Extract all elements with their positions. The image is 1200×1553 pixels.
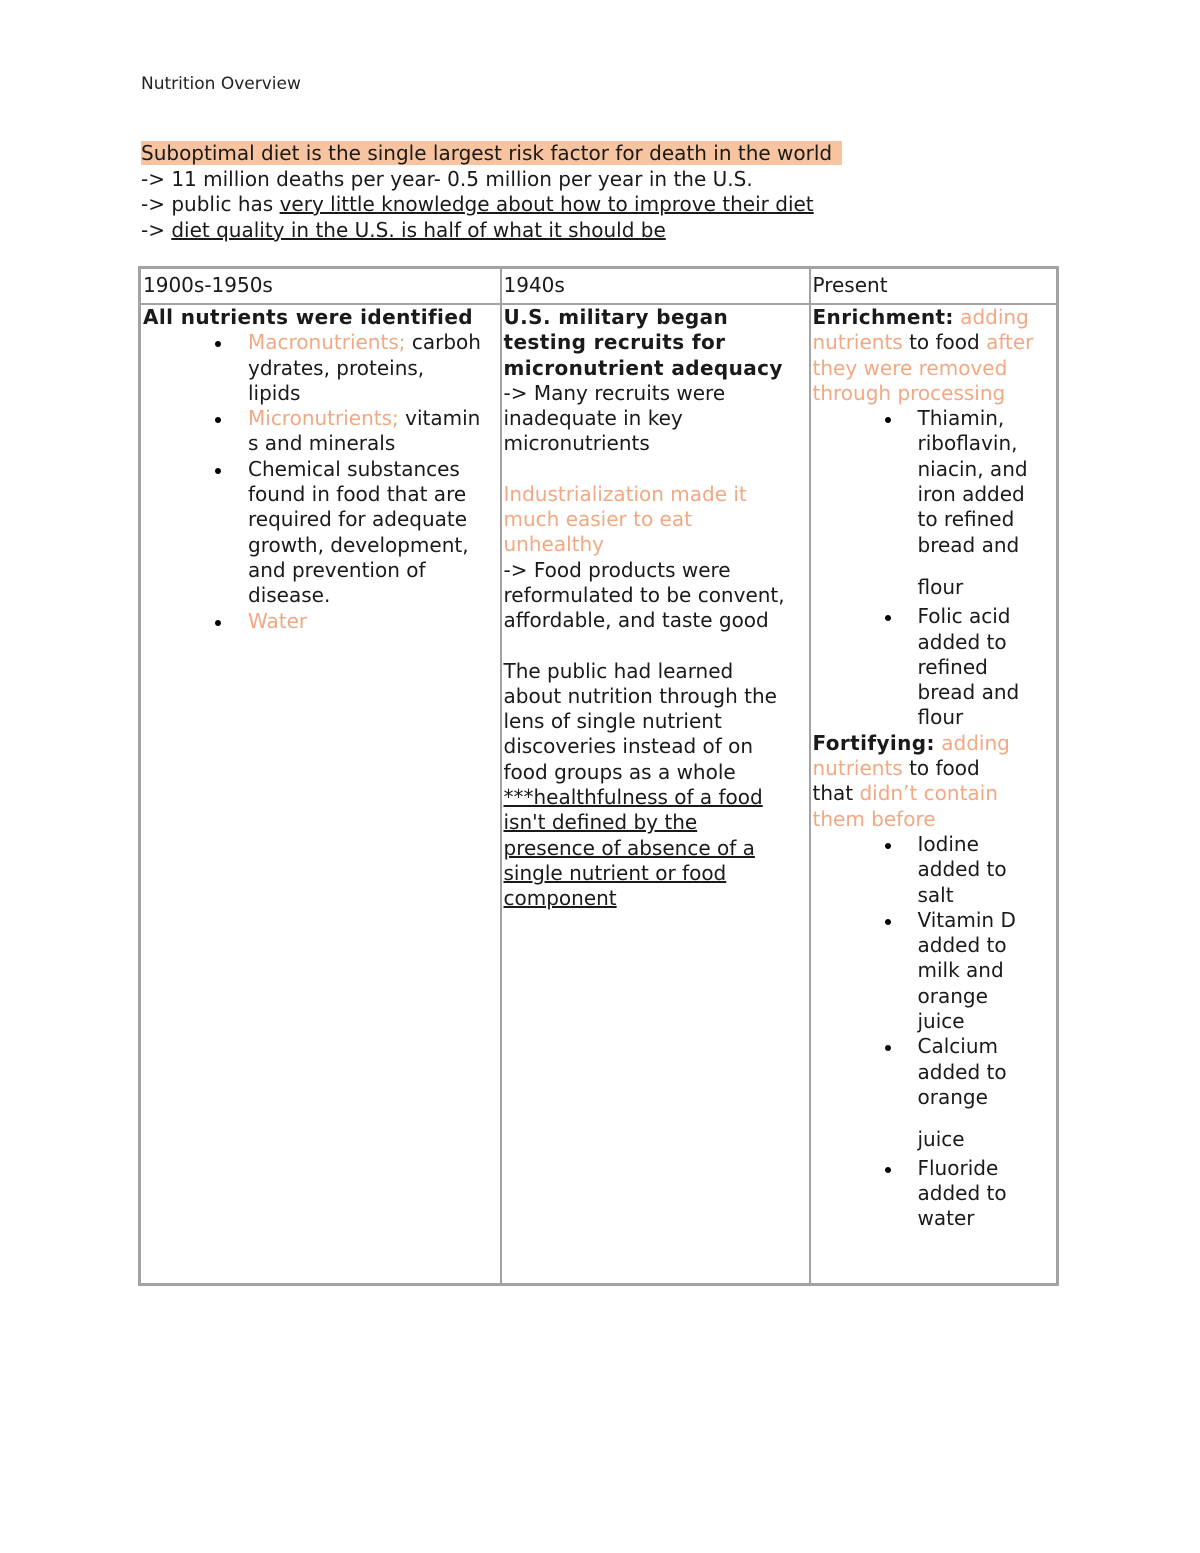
text-line: component — [503, 886, 617, 911]
list-text: orange — [917, 983, 988, 1008]
list-text: salt — [917, 882, 954, 907]
heading-line: testing recruits for — [503, 330, 726, 355]
list-text: Thiamin, — [917, 406, 1005, 431]
cell-present — [810, 304, 1058, 1285]
text-span: nutrients — [812, 756, 903, 781]
cell-1940s — [501, 304, 810, 1285]
bullet-icon — [215, 468, 221, 474]
list-text: niacin, and — [917, 456, 1028, 481]
bullet-icon — [215, 341, 221, 347]
list-text: refined — [917, 654, 988, 679]
col2-paragraph-reformulated — [504, 558, 807, 634]
list-text: juice — [917, 1009, 965, 1034]
list-item — [918, 604, 1055, 730]
enrichment-definition — [813, 305, 1055, 406]
fortifying-list — [813, 832, 1055, 1231]
list-item — [918, 908, 1055, 1034]
fortifying-definition — [813, 731, 1055, 832]
intro-headline — [141, 141, 842, 167]
list-text: added to — [917, 933, 1007, 958]
list-item — [248, 406, 498, 457]
list-text: carboh — [405, 330, 481, 355]
text-line: food groups as a whole — [503, 759, 736, 784]
list-text: Iodine — [917, 831, 979, 856]
list-text: Folic acid — [917, 604, 1011, 629]
text-line: they were removed — [812, 355, 1008, 380]
line-spacer — [918, 1110, 1055, 1127]
cell-1900s-1950s — [140, 304, 501, 1285]
list-text: added to — [917, 1180, 1007, 1205]
bullet-icon — [885, 919, 891, 925]
document-title: Nutrition Overview — [141, 74, 301, 94]
micronutrients-label: Micronutrients; — [248, 406, 399, 431]
enrichment-label: Enrichment: — [812, 305, 954, 329]
table-body-row — [140, 304, 1058, 1285]
heading-line: U.S. military began — [503, 305, 729, 329]
list-item — [918, 1034, 1055, 1152]
list-text: to refined — [917, 507, 1015, 532]
macronutrients-label: Macronutrients; — [248, 330, 406, 355]
paragraph-spacer — [504, 634, 807, 659]
intro-underlined-knowledge: very little knowledge about how to improve their diet — [279, 192, 814, 216]
text-span: adding — [953, 305, 1029, 329]
heading-line: micronutrient adequacy — [503, 355, 783, 380]
col2-paragraph-public — [504, 659, 807, 785]
text-line: inadequate in key — [503, 406, 683, 431]
water-label: Water — [248, 608, 308, 633]
bullet-icon — [885, 615, 891, 621]
list-item — [248, 457, 498, 609]
intro-line-quality — [141, 218, 842, 244]
text-line: presence of absence of a — [503, 835, 755, 860]
list-text: added to — [917, 857, 1007, 882]
intro-prefix: -> — [141, 217, 172, 242]
intro-line-deaths: -> 11 million deaths per year- 0.5 million per year in the U.S. — [141, 166, 753, 191]
text-span: to food — [902, 756, 980, 781]
list-text: Vitamin D — [917, 907, 1016, 932]
list-text: bread and — [917, 680, 1020, 705]
paragraph-spacer — [504, 457, 807, 482]
list-text: riboflavin, — [917, 431, 1018, 456]
text-span: adding — [934, 730, 1010, 755]
list-item — [918, 1156, 1055, 1232]
bullet-icon — [215, 417, 221, 423]
text-line: through processing — [812, 380, 1006, 405]
bullet-icon — [215, 620, 221, 626]
intro-line-knowledge — [141, 192, 842, 218]
text-line: isn't defined by the — [503, 810, 698, 835]
text-line: much easier to eat — [503, 507, 692, 532]
text-line: -> Many recruits were — [503, 380, 726, 405]
list-text: water — [917, 1206, 975, 1231]
text-line: micronutrients — [503, 431, 650, 456]
timeline-table — [138, 266, 1059, 1286]
intro-prefix: -> public has — [141, 192, 280, 216]
line-spacer — [918, 558, 1055, 575]
list-item — [248, 330, 498, 406]
bullet-icon — [885, 1045, 891, 1051]
highlighted-headline: Suboptimal diet is the single largest risk factor for death in the world — [141, 141, 842, 165]
list-text: vitamin — [398, 406, 481, 431]
list-text: flour — [917, 574, 964, 599]
col2-industrialization — [504, 482, 807, 558]
list-text: Calcium — [917, 1034, 998, 1059]
text-span: that — [812, 781, 860, 806]
list-text: Fluoride — [917, 1155, 999, 1180]
list-text: juice — [917, 1127, 965, 1152]
enrichment-list — [813, 406, 1055, 731]
bullet-icon — [885, 843, 891, 849]
table-header-row — [140, 268, 1058, 305]
intro-block — [141, 141, 842, 243]
text-line: ***healthfulness of a food — [503, 785, 763, 810]
text-line: Industrialization made it — [503, 481, 747, 506]
list-text: lipids — [248, 380, 301, 405]
text-line: discoveries instead of on — [503, 734, 754, 759]
col2-paragraph-recruits — [504, 381, 807, 457]
list-text: added to — [917, 629, 1007, 654]
text-line: -> Food products were — [503, 557, 731, 582]
list-text: orange — [917, 1084, 988, 1109]
list-text: milk and — [917, 958, 1004, 983]
list-text: and prevention of — [248, 557, 426, 582]
header-1900s-1950s: 1900s-1950s — [140, 268, 501, 305]
text-line: them before — [812, 806, 936, 831]
text-span: didn’t contain — [859, 781, 998, 806]
bullet-icon — [885, 1167, 891, 1173]
fortifying-label: Fortifying: — [812, 730, 935, 755]
text-line: The public had learned — [503, 658, 734, 683]
list-text: added to — [917, 1059, 1007, 1084]
col2-heading — [504, 305, 807, 381]
list-text: ydrates, proteins, — [248, 355, 425, 380]
text-line: lens of single nutrient — [503, 709, 722, 734]
header-1940s: 1940s — [501, 268, 810, 305]
list-text: disease. — [248, 583, 331, 608]
list-text: required for adequate — [248, 507, 468, 532]
list-text: found in food that are — [248, 482, 467, 507]
list-text: bread and — [917, 532, 1020, 557]
list-text: growth, development, — [248, 532, 469, 557]
text-span: to food — [902, 330, 987, 355]
col2-healthfulness-note — [504, 785, 807, 911]
text-line: single nutrient or food — [503, 860, 727, 885]
list-text: flour — [917, 705, 964, 730]
text-span: after — [986, 330, 1034, 355]
list-text: s and minerals — [248, 431, 396, 456]
text-line: reformulated to be convent, — [503, 582, 785, 607]
text-line: affordable, and taste good — [503, 608, 769, 633]
list-text: iron added — [917, 482, 1025, 507]
text-span: nutrients — [812, 330, 903, 355]
header-present: Present — [810, 268, 1058, 305]
list-text: Chemical substances — [248, 456, 460, 481]
col1-list — [143, 330, 498, 634]
col1-heading: All nutrients were identified — [143, 305, 473, 329]
list-item — [918, 832, 1055, 908]
bullet-icon — [885, 417, 891, 423]
text-line: unhealthy — [503, 532, 604, 557]
list-item — [248, 609, 498, 634]
text-line: about nutrition through the — [503, 683, 777, 708]
intro-underlined-quality: diet quality in the U.S. is half of what it should be — [171, 217, 666, 242]
list-item — [918, 406, 1055, 600]
